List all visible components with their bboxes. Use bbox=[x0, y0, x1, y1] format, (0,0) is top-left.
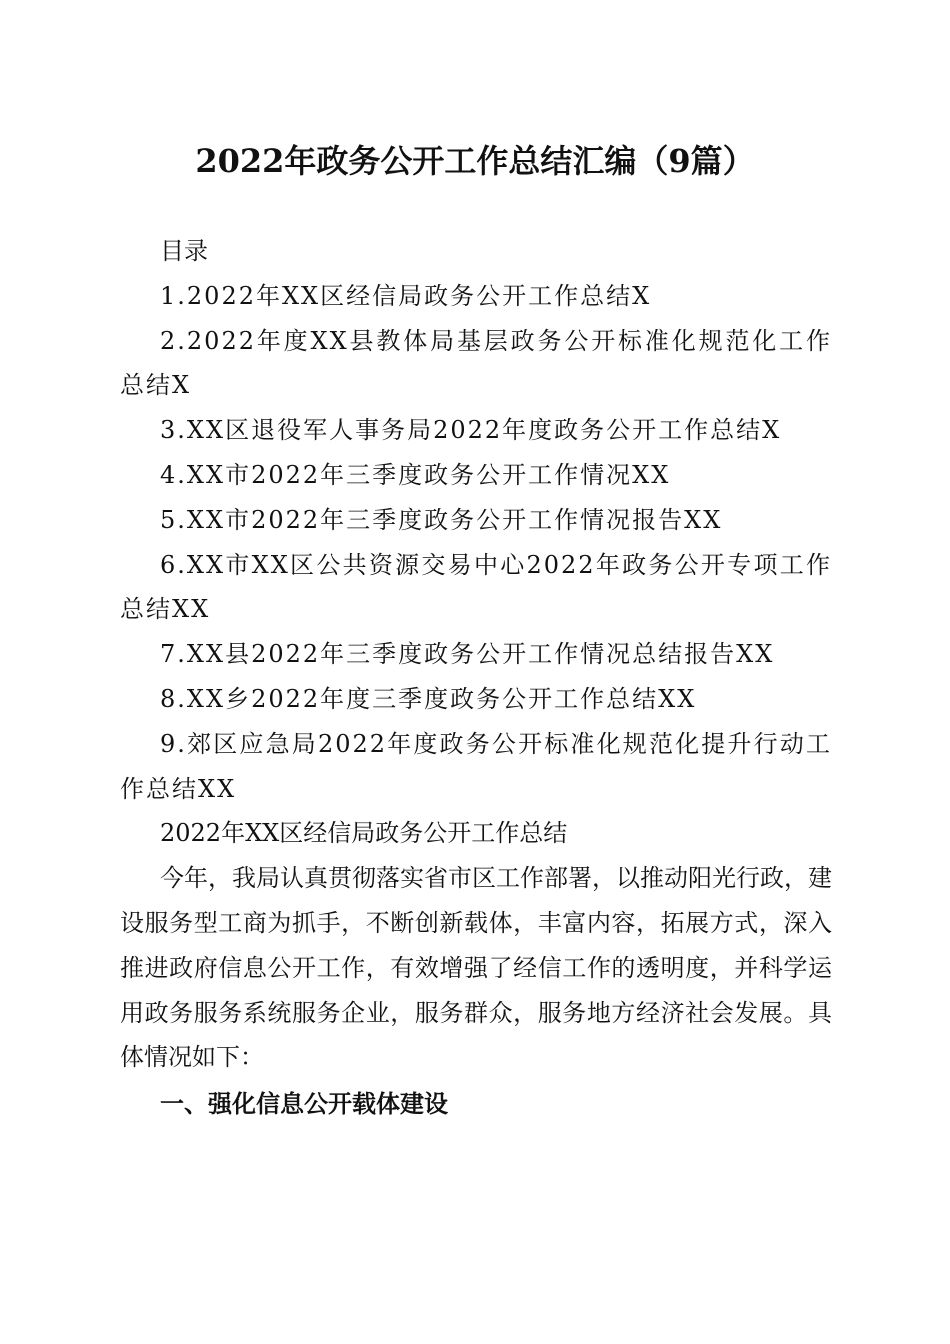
toc-item: 7.XX县2022年三季度政务公开工作情况总结报告XX bbox=[160, 640, 775, 669]
toc-item: 4.XX市2022年三季度政务公开工作情况XX bbox=[160, 460, 671, 489]
toc-heading: 目录 bbox=[160, 237, 208, 265]
toc-item: 2.2022年度XX县教体局基层政务公开标准化规范化工作总结X bbox=[120, 326, 832, 400]
toc-item: 6.XX市XX区公共资源交易中心2022年政务公开专项工作总结XX bbox=[120, 550, 832, 624]
toc-item: 5.XX市2022年三季度政务公开工作情况报告XX bbox=[160, 505, 723, 534]
toc-item: 1.2022年XX区经信局政务公开工作总结X bbox=[160, 281, 652, 310]
document-title: 2022年政务公开工作总结汇编（9篇） bbox=[195, 142, 755, 180]
section-heading: 一、强化信息公开载体建设 bbox=[160, 1090, 448, 1119]
intro-paragraph: 今年，我局认真贯彻落实省市区工作部署，以推动阳光行政，建设服务型工商为抓手，不断创新载体，丰富内容，拓展方式，深入推进政府信息公开工作，有效增强了经信工作的透明度，并科学运用政务服务系统服务企业，服务群众，服务地方经济社会发展。具体情况如下： bbox=[120, 864, 832, 1072]
toc-item: 9.郊区应急局2022年度政务公开标准化规范化提升行动工作总结XX bbox=[120, 729, 832, 803]
document-body bbox=[120, 229, 832, 1127]
toc-item: 3.XX区退役军人事务局2022年度政务公开工作总结X bbox=[160, 416, 782, 445]
toc-item: 8.XX乡2022年度三季度政务公开工作总结XX bbox=[160, 684, 697, 713]
article-title: 2022年XX区经信局政务公开工作总结 bbox=[160, 819, 568, 848]
